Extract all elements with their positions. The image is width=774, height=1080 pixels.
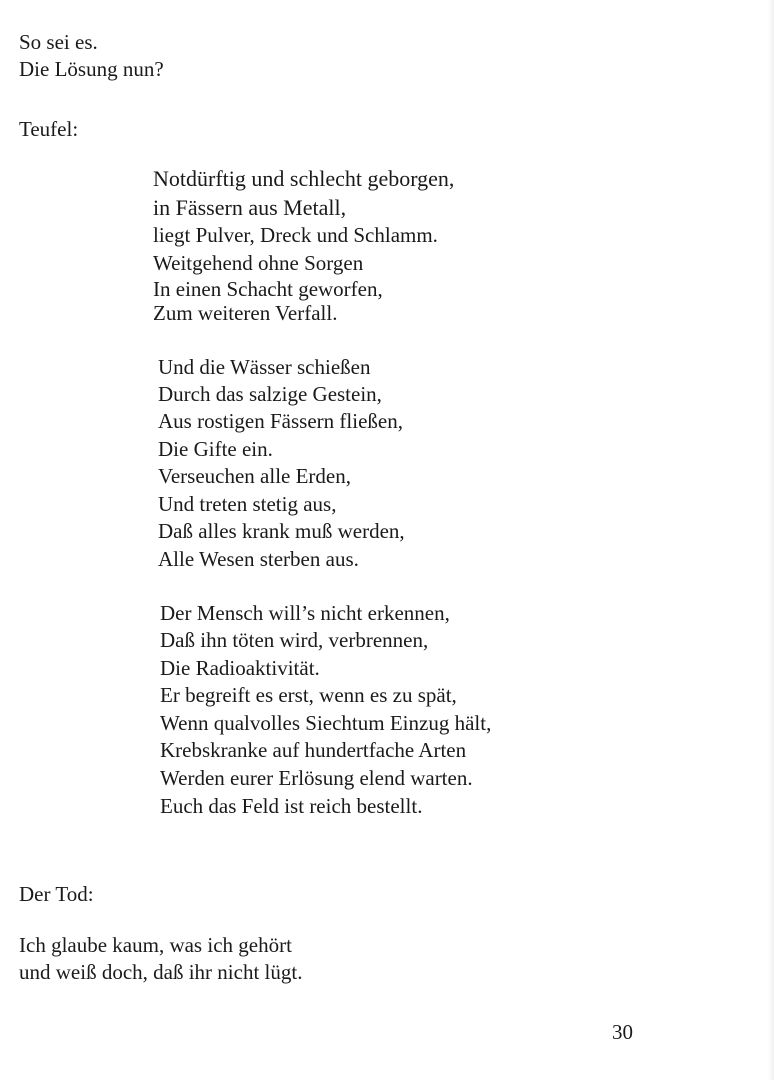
- stanza-2-line-1: Und die Wässer schießen: [158, 355, 371, 379]
- stanza-1-line-2: in Fässern aus Metall,: [153, 195, 347, 220]
- opening-line-2: Die Lösung nun?: [19, 57, 164, 81]
- stanza-3-line-7: Werden eurer Erlösung elend warten.: [160, 766, 473, 790]
- page-scan-edge: [768, 0, 774, 1080]
- speaker-devil: Teufel:: [19, 117, 79, 141]
- stanza-1-line-3: liegt Pulver, Dreck und Schlamm.: [153, 223, 438, 247]
- stanza-1-line-6: Zum weiteren Verfall.: [153, 301, 338, 325]
- stanza-2-line-8: Alle Wesen sterben aus.: [158, 547, 359, 571]
- opening-line-1: So sei es.: [19, 30, 98, 54]
- stanza-2-line-3: Aus rostigen Fässern fließen,: [158, 409, 403, 433]
- stanza-3-line-8: Euch das Feld ist reich bestellt.: [160, 794, 423, 818]
- page-number: 30: [612, 1020, 633, 1044]
- speaker-death: Der Tod:: [19, 882, 94, 906]
- stanza-3-line-4: Er begreift es erst, wenn es zu spät,: [160, 683, 457, 707]
- stanza-2-line-6: Und treten stetig aus,: [158, 492, 337, 516]
- stanza-3-line-6: Krebskranke auf hundertfache Arten: [160, 738, 467, 762]
- stanza-3-line-1: Der Mensch will’s nicht erkennen,: [160, 601, 450, 625]
- stanza-2-line-7: Daß alles krank muß werden,: [158, 519, 405, 543]
- stanza-1-line-1: Notdürftig und schlecht geborgen,: [153, 166, 455, 191]
- closing-line-2: und weiß doch, daß ihr nicht lügt.: [19, 960, 303, 984]
- stanza-2-line-2: Durch das salzige Gestein,: [158, 382, 382, 406]
- stanza-3-line-2: Daß ihn töten wird, verbrennen,: [160, 628, 429, 652]
- closing-line-1: Ich glaube kaum, was ich gehört: [19, 933, 292, 957]
- stanza-2-line-4: Die Gifte ein.: [158, 437, 273, 461]
- stanza-1-line-5: In einen Schacht geworfen,: [153, 277, 383, 301]
- stanza-1-line-4: Weitgehend ohne Sorgen: [153, 251, 364, 275]
- stanza-2-line-5: Verseuchen alle Erden,: [158, 464, 351, 488]
- stanza-3-line-3: Die Radioaktivität.: [160, 656, 320, 680]
- stanza-3-line-5: Wenn qualvolles Siechtum Einzug hält,: [160, 711, 492, 735]
